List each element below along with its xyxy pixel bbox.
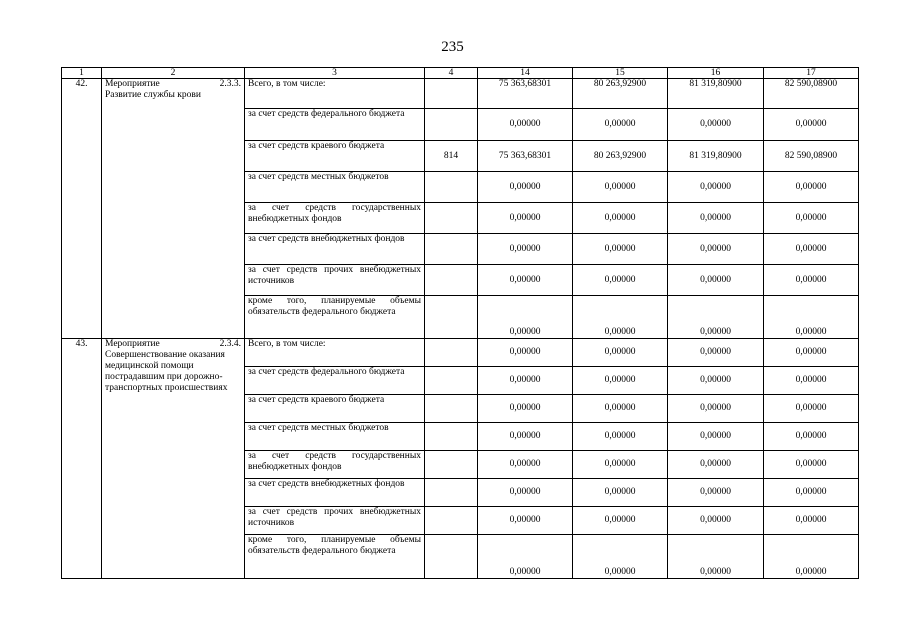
amount-cell: 0,00000 — [668, 395, 764, 423]
amount-cell: 0,00000 — [573, 367, 668, 395]
funding-source-label: Всего, в том числе: — [245, 79, 425, 109]
gr-code — [425, 395, 478, 423]
column-header: 4 — [425, 68, 478, 79]
column-header: 3 — [245, 68, 425, 79]
amount-cell: 0,00000 — [573, 423, 668, 451]
amount-cell: 0,00000 — [668, 109, 764, 141]
amount-cell: 0,00000 — [478, 367, 573, 395]
column-header: 2 — [102, 68, 245, 79]
funding-source-label: за счет средств внебюджетных фондов — [245, 479, 425, 507]
amount-cell: 75 363,68301 — [478, 141, 573, 172]
amount-cell: 0,00000 — [668, 451, 764, 479]
table-header — [62, 68, 859, 79]
amount-cell: 0,00000 — [668, 507, 764, 535]
amount-cell: 0,00000 — [764, 395, 859, 423]
funding-source-label: за счет средств государственных внебюджетных фондов — [245, 203, 425, 234]
amount-cell: 0,00000 — [478, 423, 573, 451]
column-header: 1 — [62, 68, 102, 79]
table-body — [62, 79, 859, 579]
gr-code — [425, 339, 478, 367]
event-heading — [105, 339, 241, 350]
amount-cell: 0,00000 — [478, 451, 573, 479]
amount-cell: 0,00000 — [573, 234, 668, 265]
event-title: Мероприятие — [105, 79, 160, 89]
amount-cell: 0,00000 — [573, 395, 668, 423]
funding-source-label: за счет средств федерального бюджета — [245, 367, 425, 395]
gr-code — [425, 109, 478, 141]
gr-code — [425, 79, 478, 109]
amount-cell: 0,00000 — [764, 423, 859, 451]
amount-cell: 0,00000 — [764, 451, 859, 479]
amount-cell: 0,00000 — [478, 339, 573, 367]
funding-source-label: за счет средств федерального бюджета — [245, 109, 425, 141]
funding-source-label: кроме того, планируемые объемы обязательств федерального бюджета — [245, 535, 425, 579]
amount-cell: 0,00000 — [764, 535, 859, 579]
amount-cell: 0,00000 — [764, 479, 859, 507]
amount-cell: 0,00000 — [668, 535, 764, 579]
funding-source-label: за счет средств местных бюджетов — [245, 423, 425, 451]
budget-table — [61, 67, 859, 579]
amount-cell: 0,00000 — [764, 203, 859, 234]
event-description: Совершенствование оказания медицинской помощи пострадавшим при дорожно-транспортных происшествиях — [105, 350, 228, 393]
amount-cell: 0,00000 — [573, 296, 668, 339]
amount-cell: 80 263,92900 — [573, 141, 668, 172]
row-number: 42. — [62, 79, 102, 339]
amount-cell: 0,00000 — [573, 451, 668, 479]
column-header: 15 — [573, 68, 668, 79]
amount-cell: 81 319,80900 — [668, 79, 764, 109]
event-code: 2.3.4. — [219, 339, 241, 349]
gr-code — [425, 451, 478, 479]
gr-code — [425, 535, 478, 579]
event-cell — [102, 339, 245, 579]
funding-source-label: за счет средств краевого бюджета — [245, 395, 425, 423]
gr-code — [425, 367, 478, 395]
gr-code — [425, 507, 478, 535]
funding-source-label: за счет средств прочих внебюджетных источников — [245, 265, 425, 296]
amount-cell: 0,00000 — [764, 296, 859, 339]
funding-source-label: за счет средств краевого бюджета — [245, 141, 425, 172]
page-number: 235 — [441, 39, 464, 55]
event-title: Мероприятие — [105, 339, 160, 349]
amount-cell: 0,00000 — [668, 339, 764, 367]
amount-cell: 0,00000 — [764, 234, 859, 265]
amount-cell: 0,00000 — [764, 172, 859, 203]
gr-code — [425, 172, 478, 203]
event-code: 2.3.3. — [219, 79, 241, 89]
amount-cell: 0,00000 — [478, 535, 573, 579]
amount-cell: 0,00000 — [764, 265, 859, 296]
gr-code — [425, 479, 478, 507]
amount-cell: 0,00000 — [478, 479, 573, 507]
amount-cell: 0,00000 — [668, 172, 764, 203]
gr-code — [425, 234, 478, 265]
amount-cell: 0,00000 — [573, 109, 668, 141]
table-row — [62, 339, 859, 367]
event-heading — [105, 79, 241, 90]
column-number-row — [62, 68, 859, 79]
amount-cell: 0,00000 — [668, 479, 764, 507]
gr-code — [425, 423, 478, 451]
funding-source-label: за счет средств государственных внебюджетных фондов — [245, 451, 425, 479]
amount-cell: 0,00000 — [478, 203, 573, 234]
amount-cell: 0,00000 — [573, 172, 668, 203]
funding-source-label: за счет средств местных бюджетов — [245, 172, 425, 203]
amount-cell: 0,00000 — [478, 507, 573, 535]
amount-cell: 0,00000 — [573, 507, 668, 535]
amount-cell: 0,00000 — [764, 367, 859, 395]
column-header: 17 — [764, 68, 859, 79]
gr-code — [425, 296, 478, 339]
amount-cell: 0,00000 — [478, 265, 573, 296]
amount-cell: 0,00000 — [668, 234, 764, 265]
row-number: 43. — [62, 339, 102, 579]
table-row — [62, 79, 859, 109]
column-header: 16 — [668, 68, 764, 79]
amount-cell: 82 590,08900 — [764, 141, 859, 172]
amount-cell: 0,00000 — [573, 203, 668, 234]
gr-code — [425, 203, 478, 234]
amount-cell: 80 263,92900 — [573, 79, 668, 109]
funding-source-label: Всего, в том числе: — [245, 339, 425, 367]
amount-cell: 0,00000 — [573, 479, 668, 507]
gr-code — [425, 265, 478, 296]
amount-cell: 0,00000 — [573, 535, 668, 579]
amount-cell: 0,00000 — [478, 172, 573, 203]
funding-source-label: за счет средств прочих внебюджетных источников — [245, 507, 425, 535]
column-header: 14 — [478, 68, 573, 79]
amount-cell: 75 363,68301 — [478, 79, 573, 109]
amount-cell: 0,00000 — [478, 109, 573, 141]
funding-source-label: кроме того, планируемые объемы обязательств федерального бюджета — [245, 296, 425, 339]
amount-cell: 0,00000 — [478, 395, 573, 423]
amount-cell: 0,00000 — [573, 265, 668, 296]
event-description: Развитие службы крови — [105, 90, 201, 100]
amount-cell: 0,00000 — [764, 339, 859, 367]
amount-cell: 0,00000 — [668, 296, 764, 339]
amount-cell: 0,00000 — [573, 339, 668, 367]
amount-cell: 0,00000 — [764, 507, 859, 535]
amount-cell: 0,00000 — [478, 234, 573, 265]
amount-cell: 0,00000 — [668, 203, 764, 234]
event-cell — [102, 79, 245, 339]
amount-cell: 81 319,80900 — [668, 141, 764, 172]
amount-cell: 0,00000 — [478, 296, 573, 339]
amount-cell: 0,00000 — [668, 265, 764, 296]
amount-cell: 0,00000 — [668, 423, 764, 451]
gr-code: 814 — [425, 141, 478, 172]
amount-cell: 82 590,08900 — [764, 79, 859, 109]
funding-source-label: за счет средств внебюджетных фондов — [245, 234, 425, 265]
amount-cell: 0,00000 — [764, 109, 859, 141]
amount-cell: 0,00000 — [668, 367, 764, 395]
